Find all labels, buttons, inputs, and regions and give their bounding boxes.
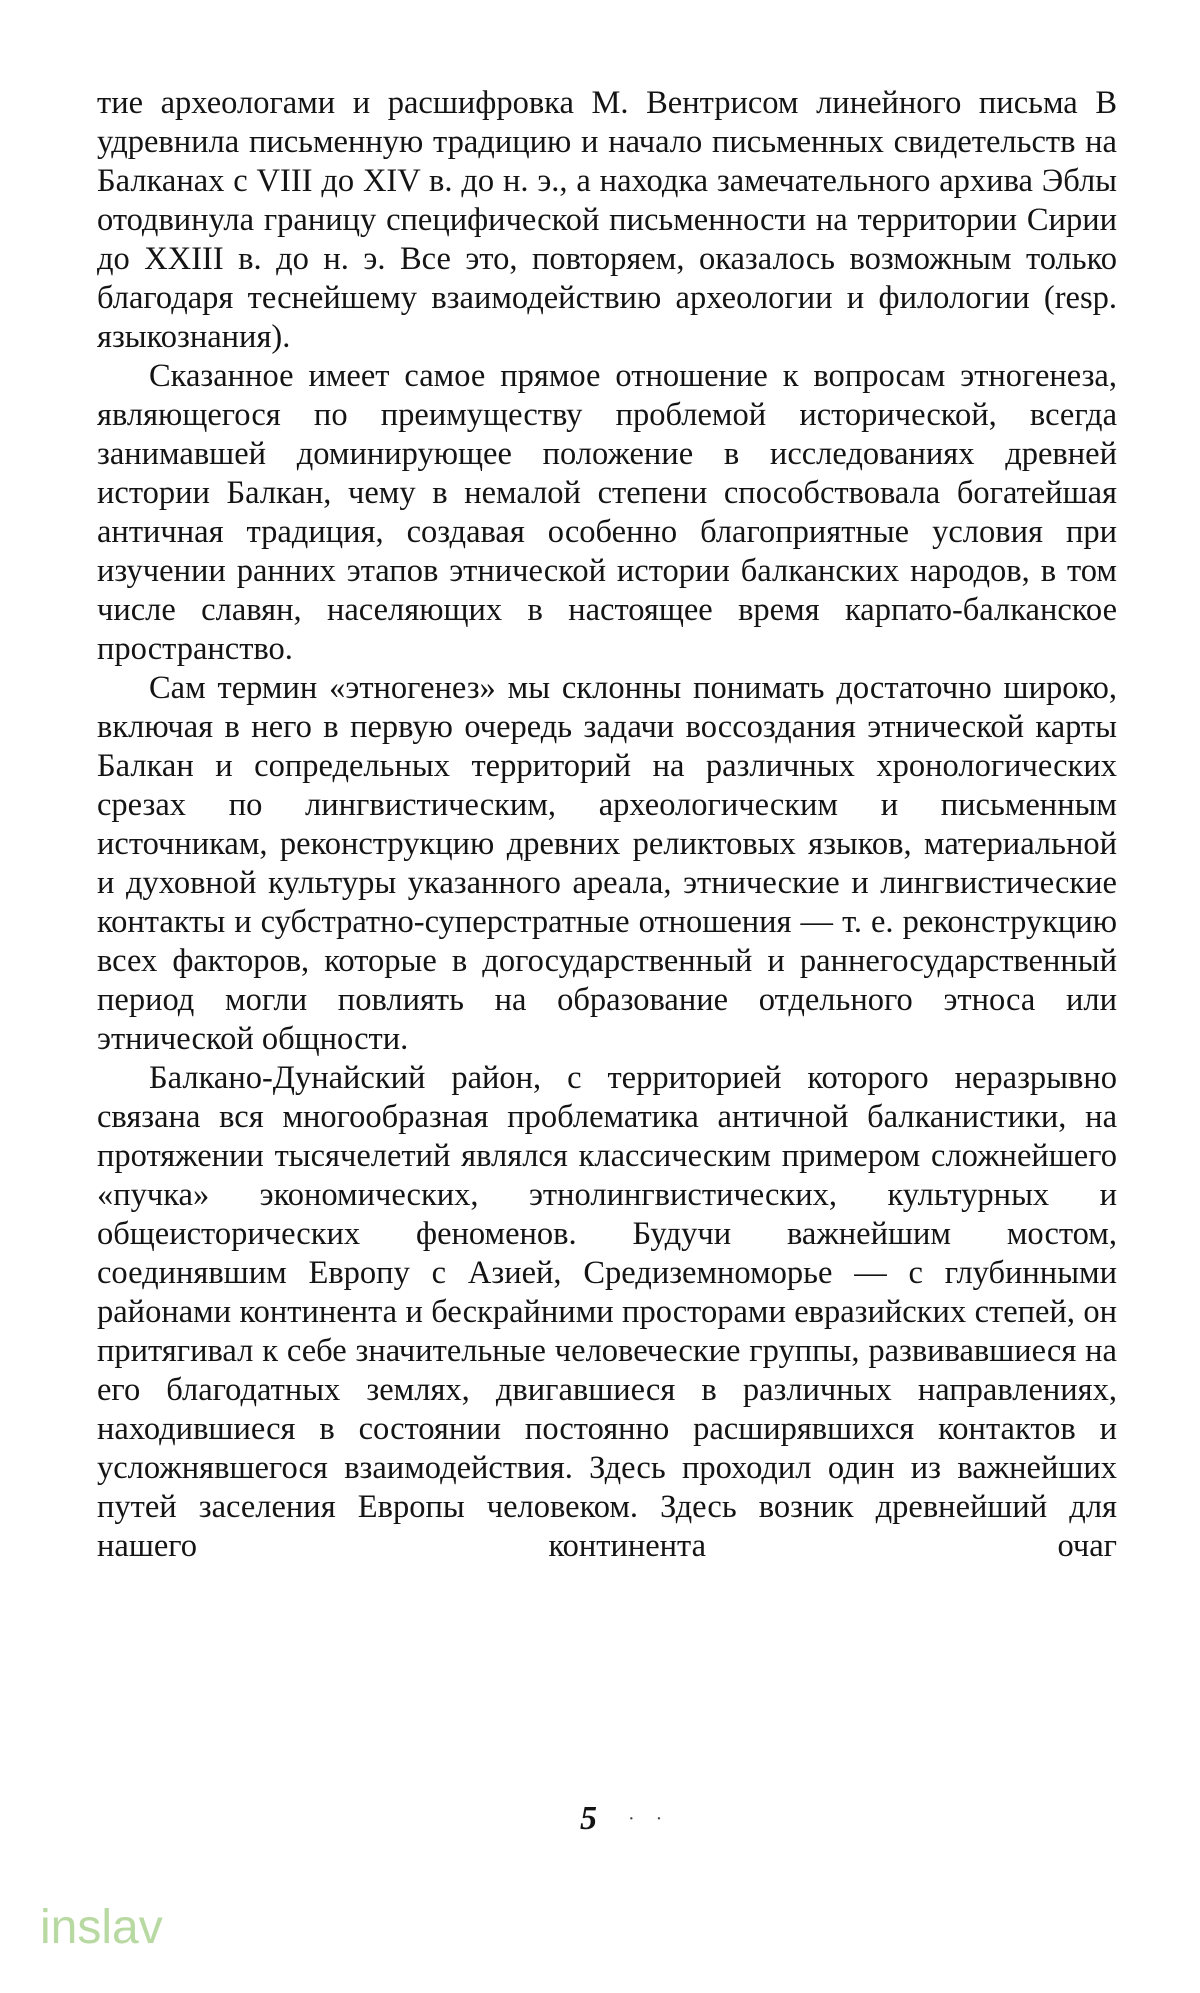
page-marks: · · <box>628 1808 671 1830</box>
page-number: 5 <box>580 1800 597 1837</box>
paragraph-3: Сам термин «этногенез» мы склонны понимать достаточно широко, включая в него в первую очередь задачи воссоздания этнической карты Балкан и сопредельных территорий на различных хронологических срезах по лингвистическим, археологическим и письменным источникам, реконструкцию древних реликтовых языков, материальной и духовной культуры указанного ареала, этнические и лингвистические контакты и субстратно-суперстратные отношения — т. е. реконструкцию всех факторов, которые в догосударственный и раннегосударственный период могли повлиять на образование отдельного этноса или этнической общности. <box>97 670 1117 1057</box>
paragraph-2: Сказанное имеет самое прямое отношение к вопросам этногенеза, являющегося по преимуществу проблемой исторической, всегда занимавшей доминирующее положение в исследованиях древней истории Балкан, чему в немалой степени способствовала богатейшая античная традиция, создавая особенно благоприятные условия при изучении ранних этапов этнической истории балканских народов, в том числе славян, населяющих в настоящее время карпато-балканское пространство. <box>97 358 1117 667</box>
paragraph-4: Балкано-Дунайский район, с территорией которого неразрывно связана вся многообразная проблематика античной балканистики, на протяжении тысячелетий являлся классическим примером сложнейшего «пучка» экономических, этнолингвистических, культурных и общеисторических феноменов. Будучи важнейшим мостом, соединявшим Европу с Азией, Средиземноморье — с глубинными районами континента и бескрайними просторами евразийских степей, он притягивал к себе значительные человеческие группы, развивавшиеся на его благодатных землях, двигавшиеся в различных направлениях, находившиеся в состоянии постоянно расширявшихся контактов и усложнявшегося взаимодействия. Здесь проходил один из важнейших путей заселения Европы человеком. Здесь возник древнейший для нашего континента очаг <box>97 1060 1117 1564</box>
watermark-logo: inslav <box>40 1901 163 1954</box>
document-page <box>97 84 1117 1566</box>
paragraph-1: тие археологами и расшифровка М. Вентрисом линейного письма В удревнила письменную традицию и начало письменных свидетельств на Балканах с VIII до XIV в. до н. э., а находка замечательного архива Эблы отодвинула границу специфической письменности на территории Сирии до XXIII в. до н. э. Все это, повторяем, оказалось возможным только благодаря теснейшему взаимодействию археологии и филологии (resp. языкознания). <box>97 85 1117 355</box>
